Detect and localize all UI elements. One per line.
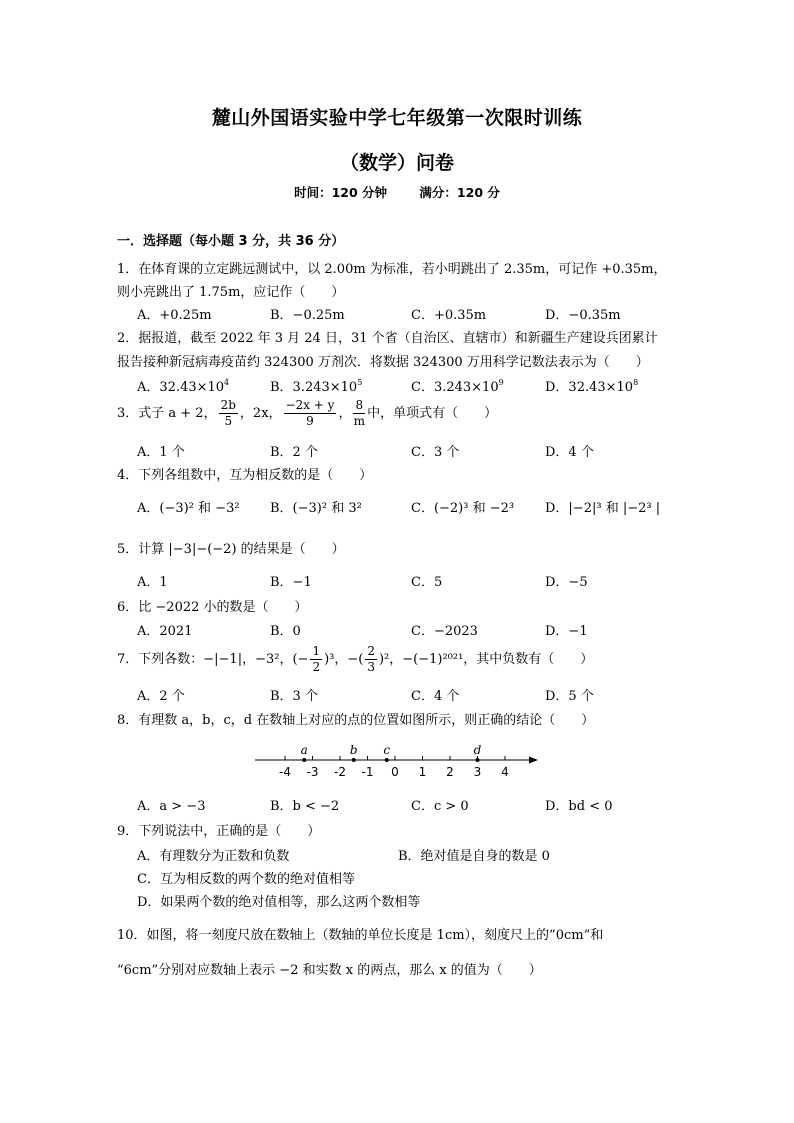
fraction-8-m: $\frac{8}{m}$ bbox=[353, 398, 365, 428]
q6-option-c: C．−2023 bbox=[411, 624, 478, 639]
q10-line2: “6cm”分别对应数轴上表示 −2 和实数 x 的两点，那么 x 的值为（ ） bbox=[117, 963, 542, 978]
q8-option-d: D．bd < 0 bbox=[545, 799, 613, 814]
q4-option-c: C．(−2)³ 和 −2³ bbox=[411, 501, 515, 516]
q5-option-c: C．5 bbox=[411, 575, 443, 590]
number-line-point-c bbox=[385, 758, 389, 762]
number-line-point-d bbox=[476, 758, 480, 762]
q1-line2: 则小亮跳出了 1.75m，应记作（ ） bbox=[117, 285, 345, 300]
q6-option-b: B．0 bbox=[270, 624, 301, 639]
number-line-point-label-b: b bbox=[349, 743, 358, 757]
q9-option-a: A．有理数分为正数和负数 bbox=[137, 849, 290, 864]
q7-line1: 7．下列各数：−|−1|，−3²，(− $\frac{1}{2}$ )³，−( $\frac{2}{3}$ )²，−(−1)²⁰²¹，其中负数有（ ） bbox=[117, 644, 594, 674]
q5-option-d: D．−5 bbox=[545, 575, 588, 590]
q8-option-c: C．c > 0 bbox=[411, 799, 469, 814]
q3-option-b: B．2 个 bbox=[270, 445, 318, 460]
q2-option-a: A．$32.43\times 10^4$ bbox=[137, 378, 230, 395]
q5-line1: 5．计算 |−3|−(−2) 的结果是（ ） bbox=[117, 542, 345, 557]
q10-line1: 10．如图，将一刻度尺放在数轴上（数轴的单位长度是 1cm），刻度尺上的“0cm”和 bbox=[117, 928, 604, 943]
q6-line1: 6．比 −2022 小的数是（ ） bbox=[117, 600, 308, 615]
q7-option-b: B．3 个 bbox=[270, 689, 318, 704]
q8-line1: 8．有理数 a，b，c，d 在数轴上对应的点的位置如图所示，则正确的结论（ ） bbox=[117, 713, 595, 728]
q7-option-d: D．5 个 bbox=[545, 689, 594, 704]
q9-option-c: C．互为相反数的两个数的绝对值相等 bbox=[137, 872, 355, 887]
q4-line1: 4．下列各组数中，互为相反数的是（ ） bbox=[117, 468, 373, 483]
fraction-2x-y-9: $\frac{-2x + y}{9}$ bbox=[285, 398, 335, 428]
number-line-figure bbox=[250, 738, 545, 783]
exam-time: 时间：120 分钟 bbox=[294, 185, 388, 200]
number-line-tick-label: -3 bbox=[306, 765, 319, 779]
number-line-point-label-d: d bbox=[473, 743, 482, 757]
q2-option-d: D．$32.43\times 10^8$ bbox=[545, 378, 639, 395]
q4-option-b: B．(−3)² 和 3² bbox=[270, 501, 362, 516]
q4-option-d: D．|−2|³ 和 |−2³ | bbox=[545, 501, 661, 516]
number-line-arrow bbox=[529, 757, 538, 764]
q5-option-b: B．−1 bbox=[270, 575, 312, 590]
q8-option-a: A．a > −3 bbox=[137, 799, 206, 814]
exam-score: 满分：120 分 bbox=[419, 185, 500, 200]
q3-line1: 3．式子 a + 2， $\frac{2b}{5}$ ，2x， $\frac{-2x + y}{9}$ ， $\frac{8}{m}$ 中，单项式有（ ） bbox=[117, 398, 498, 428]
q1-option-d: D．−0.35m bbox=[545, 308, 621, 323]
q2-line2: 报告接种新冠病毒疫苗约 324300 万剂次．将数据 324300 万用科学记数法表示为（ ） bbox=[117, 355, 649, 370]
number-line-tick-label: 0 bbox=[391, 765, 399, 779]
q3-option-c: C．3 个 bbox=[411, 445, 460, 460]
section-heading: 一．选择题（每小题 3 分，共 36 分） bbox=[117, 234, 345, 249]
fraction-2-3: $\frac{2}{3}$ bbox=[367, 644, 375, 674]
number-line-tick-label: -2 bbox=[334, 765, 346, 779]
q2-option-c: C．$3.243\times 10^9$ bbox=[411, 378, 504, 395]
q3-option-d: D．4 个 bbox=[545, 445, 594, 460]
number-line-tick-label: 3 bbox=[473, 765, 482, 779]
q1-option-a: A．+0.25m bbox=[137, 308, 212, 323]
q6-option-d: D．−1 bbox=[545, 624, 588, 639]
fraction-1-2: $\frac{1}{2}$ bbox=[312, 644, 321, 674]
exam-subtitle: （数学）问卷 bbox=[339, 152, 454, 174]
q7-option-a: A．2 个 bbox=[137, 689, 185, 704]
q2-line1: 2．据报道，截至 2022 年 3 月 24 日，31 个省（自治区、直辖市）和新疆生产建设兵团累计 bbox=[117, 331, 658, 346]
q7-option-c: C．4 个 bbox=[411, 689, 460, 704]
q1-option-b: B．−0.25m bbox=[270, 308, 345, 323]
q2-option-b: B．$3.243\times 10^5$ bbox=[270, 378, 363, 395]
q4-option-a: A．(−3)² 和 −3² bbox=[137, 501, 240, 516]
number-line-tick-label: -1 bbox=[361, 765, 374, 779]
q1-option-c: C．+0.35m bbox=[411, 308, 487, 323]
number-line-tick-label: 1 bbox=[418, 765, 427, 779]
q9-option-b: B．绝对值是自身的数是 0 bbox=[398, 849, 550, 864]
q5-option-a: A．1 bbox=[137, 575, 168, 590]
number-line-point-label-a: a bbox=[300, 743, 308, 757]
number-line-tick-label: 4 bbox=[501, 765, 509, 779]
number-line-tick-label: 2 bbox=[446, 765, 454, 779]
number-line-point-b bbox=[352, 758, 356, 762]
q9-line1: 9．下列说法中，正确的是（ ） bbox=[117, 824, 321, 839]
q9-option-d: D．如果两个数的绝对值相等，那么这两个数相等 bbox=[137, 895, 421, 910]
exam-title: 麓山外国语实验中学七年级第一次限时训练 bbox=[211, 107, 583, 129]
q1-line1: 1．在体育课的立定跳远测试中，以 2.00m 为标准，若小明跳出了 2.35m，可记作 +0.35m， bbox=[117, 262, 667, 277]
number-line-tick-label: -4 bbox=[279, 765, 291, 779]
number-line-point-label-c: c bbox=[383, 743, 391, 757]
number-line-point-a bbox=[302, 758, 306, 762]
q8-option-b: B．b < −2 bbox=[270, 799, 340, 814]
q3-option-a: A．1 个 bbox=[137, 445, 185, 460]
q6-option-a: A．2021 bbox=[137, 624, 193, 639]
exam-info bbox=[0, 183, 794, 201]
fraction-2b-5: $\frac{2b}{5}$ bbox=[220, 398, 236, 428]
